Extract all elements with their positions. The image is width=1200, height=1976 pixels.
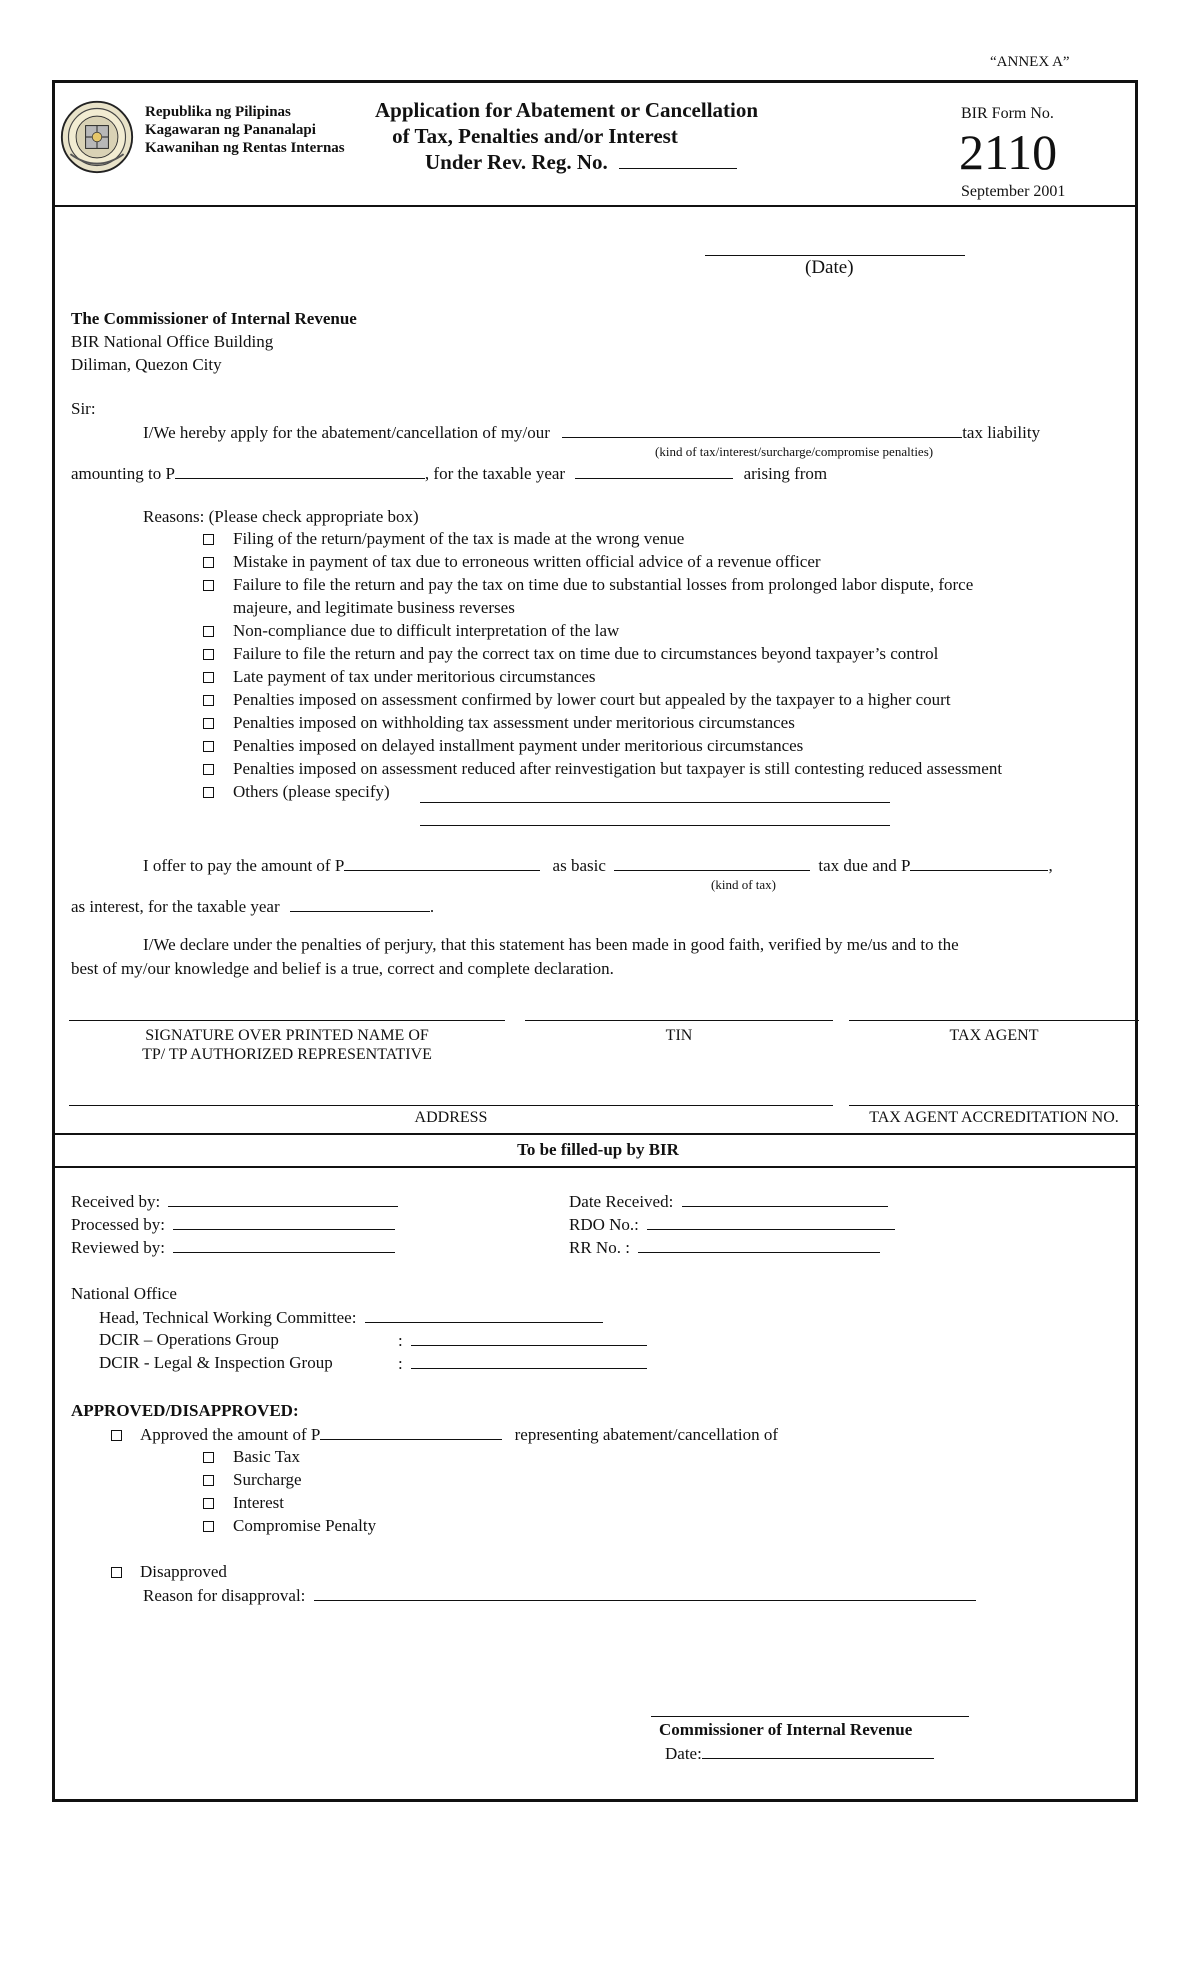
tax-due-label: tax due and P <box>818 856 911 875</box>
reason-checkbox-2[interactable] <box>203 557 214 568</box>
declaration-line-1: I/We declare under the penalties of perjury, that this statement has been made in good faith, verified by me/us and to the <box>143 935 959 954</box>
reason-difficult-interpretation: Non-compliance due to difficult interpretation of the law <box>233 621 619 641</box>
commissioner-date-field[interactable] <box>702 1743 934 1759</box>
form-no-label: BIR Form No. <box>961 105 1054 122</box>
interest-year-field[interactable] <box>290 896 430 912</box>
interest-line: as interest, for the taxable year . <box>71 897 435 916</box>
reason-reinvestigation: Penalties imposed on assessment reduced after reinvestigation but taxpayer is still contesting reduced assessment <box>233 759 1002 779</box>
offer-amount-field[interactable] <box>344 855 540 871</box>
header-divider <box>55 205 1135 207</box>
others-specify-field-2[interactable] <box>420 825 890 826</box>
tin-label: TIN <box>665 1027 693 1044</box>
taxable-year-field[interactable] <box>575 463 733 479</box>
processed-by-row: Processed by: <box>71 1214 395 1235</box>
apply-line <box>143 422 1040 443</box>
approved-disapproved-label: APPROVED/DISAPPROVED: <box>71 1401 299 1420</box>
interest-label: as interest, for the taxable year <box>71 897 280 916</box>
rev-reg-no-field[interactable] <box>619 153 737 169</box>
dcir-ops-field[interactable] <box>411 1330 647 1346</box>
rdo-no-field[interactable] <box>647 1214 895 1230</box>
agency-line-3: Kawanihan ng Rentas Internas <box>145 140 345 156</box>
addressee-city: Diliman, Quezon City <box>71 355 222 374</box>
reason-others: Others (please specify) <box>233 782 390 802</box>
disapproval-reason-field[interactable] <box>314 1585 976 1601</box>
arising-from-label: arising from <box>743 464 828 483</box>
reason-erroneous-advice: Mistake in payment of tax due to erroneous written official advice of a revenue officer <box>233 552 821 572</box>
reason-checkbox-5[interactable] <box>203 649 214 660</box>
address-field[interactable] <box>69 1105 833 1106</box>
amount-line <box>71 463 827 484</box>
dcir-legal-field-row: : <box>398 1353 647 1374</box>
kind-of-tax-hint: (kind of tax/interest/surcharge/compromise penalties) <box>655 444 934 459</box>
address-label: ADDRESS <box>414 1109 488 1126</box>
salutation: Sir: <box>71 399 96 418</box>
date-received-row: Date Received: <box>569 1191 888 1212</box>
declaration-line-2: best of my/our knowledge and belief is a true, correct and complete declaration. <box>71 959 614 978</box>
dcir-legal-row: DCIR - Legal & Inspection Group <box>99 1353 333 1372</box>
as-basic-label: as basic <box>552 856 606 875</box>
amount-field[interactable] <box>175 463 425 479</box>
signature-field[interactable] <box>69 1020 505 1021</box>
rev-reg-label: Under Rev. Reg. No. <box>425 150 608 174</box>
date-received-field[interactable] <box>682 1191 888 1207</box>
kind-of-tax-field[interactable] <box>562 422 962 438</box>
addressee-title: The Commissioner of Internal Revenue <box>71 309 357 328</box>
interest-amount-field[interactable] <box>910 855 1048 871</box>
reviewed-by-field[interactable] <box>173 1237 395 1253</box>
basic-tax-checkbox[interactable] <box>203 1452 214 1463</box>
reason-substantial-losses: Failure to file the return and pay the tax on time due to substantial losses from prolonged labor dispute, force <box>233 575 973 595</box>
reason-checkbox-8[interactable] <box>203 718 214 729</box>
rr-row: RR No. : <box>569 1237 880 1258</box>
accreditation-label: TAX AGENT ACCREDITATION NO. <box>869 1109 1119 1126</box>
approved-row: Approved the amount of P representing abatement/cancellation of <box>111 1424 778 1445</box>
disapproval-reason-row: Reason for disapproval: <box>143 1585 976 1606</box>
tax-agent-label: TAX AGENT <box>949 1027 1039 1044</box>
tin-field[interactable] <box>525 1020 833 1021</box>
addressee-building: BIR National Office Building <box>71 332 274 351</box>
interest-checkbox[interactable] <box>203 1498 214 1509</box>
received-by-field[interactable] <box>168 1191 398 1207</box>
bir-section-top-divider <box>55 1133 1135 1135</box>
offer-text: I offer to pay the amount of P <box>143 856 345 875</box>
reviewed-by-row: Reviewed by: <box>71 1237 395 1258</box>
reason-checkbox-3[interactable] <box>203 580 214 591</box>
taxable-year-label: , for the taxable year <box>424 464 566 483</box>
reason-beyond-control: Failure to file the return and pay the correct tax on time due to circumstances beyond taxpayer’s control <box>233 644 938 664</box>
reason-checkbox-1[interactable] <box>203 534 214 545</box>
rr-no-field[interactable] <box>638 1237 880 1253</box>
date-label: (Date) <box>805 257 854 278</box>
approved-compromise-penalty: Compromise Penalty <box>233 1516 376 1536</box>
tax-agent-field[interactable] <box>849 1020 1139 1021</box>
compromise-penalty-checkbox[interactable] <box>203 1521 214 1532</box>
reason-wrong-venue: Filing of the return/payment of the tax is made at the wrong venue <box>233 529 684 549</box>
disapproved-row: Disapproved <box>111 1562 227 1582</box>
approved-interest: Interest <box>233 1493 284 1513</box>
reason-checkbox-10[interactable] <box>203 764 214 775</box>
reason-withholding: Penalties imposed on withholding tax assessment under meritorious circumstances <box>233 713 795 733</box>
signature-label-1: SIGNATURE OVER PRINTED NAME OF <box>145 1027 429 1044</box>
dcir-ops-row: DCIR – Operations Group <box>99 1330 279 1349</box>
reason-checkbox-6[interactable] <box>203 672 214 683</box>
apply-text: I/We hereby apply for the abatement/cancellation of my/our <box>143 423 550 442</box>
amount-label: amounting to P <box>71 464 175 483</box>
kind-of-tax-offer-hint: (kind of tax) <box>711 877 776 892</box>
form-title-line-3 <box>425 149 737 175</box>
commissioner-label: Commissioner of Internal Revenue <box>659 1720 913 1739</box>
reason-substantial-losses-cont: majeure, and legitimate business reverses <box>233 598 515 617</box>
reason-installment: Penalties imposed on delayed installment payment under meritorious circumstances <box>233 736 803 756</box>
approved-checkbox[interactable] <box>111 1430 122 1441</box>
head-twc-row: Head, Technical Working Committee: <box>99 1307 603 1328</box>
processed-by-field[interactable] <box>173 1214 395 1230</box>
reason-appealed: Penalties imposed on assessment confirmed by lower court but appealed by the taxpayer to a higher court <box>233 690 951 710</box>
kind-of-tax-offer-field[interactable] <box>614 855 810 871</box>
dcir-ops-field-row: : <box>398 1330 647 1351</box>
head-twc-field[interactable] <box>365 1307 603 1323</box>
tax-liability-label: tax liability <box>962 423 1041 442</box>
form-2110 <box>52 80 1138 1802</box>
reason-checkbox-9[interactable] <box>203 741 214 752</box>
signature-label-2: TP/ TP AUTHORIZED REPRESENTATIVE <box>142 1046 432 1063</box>
approved-amount-field[interactable] <box>320 1424 502 1440</box>
disapproved-checkbox[interactable] <box>111 1567 122 1578</box>
date-field[interactable] <box>705 255 965 256</box>
reason-checkbox-4[interactable] <box>203 626 214 637</box>
national-office-label: National Office <box>71 1284 177 1303</box>
form-title-line-2: of Tax, Penalties and/or Interest <box>392 124 678 148</box>
accreditation-field[interactable] <box>849 1105 1139 1106</box>
agency-line-1: Republika ng Pilipinas <box>145 104 291 120</box>
approved-surcharge: Surcharge <box>233 1470 302 1490</box>
form-title-line-1: Application for Abatement or Cancellation <box>375 98 759 122</box>
annex-label: “ANNEX A” <box>990 54 1070 70</box>
dcir-legal-field[interactable] <box>411 1353 647 1369</box>
bir-section-header: To be filled-up by BIR <box>517 1140 679 1159</box>
surcharge-checkbox[interactable] <box>203 1475 214 1486</box>
reasons-label: Reasons: (Please check appropriate box) <box>143 507 419 526</box>
commissioner-signature-field[interactable] <box>651 1716 969 1717</box>
reason-late-payment: Late payment of tax under meritorious circumstances <box>233 667 596 687</box>
commissioner-date-row: Date: <box>665 1743 934 1764</box>
received-by-row: Received by: <box>71 1191 398 1212</box>
reason-checkbox-11[interactable] <box>203 787 214 798</box>
form-revision-date: September 2001 <box>961 183 1066 200</box>
reason-checkbox-7[interactable] <box>203 695 214 706</box>
approved-basic-tax: Basic Tax <box>233 1447 300 1467</box>
bir-section-bottom-divider <box>55 1166 1135 1168</box>
form-number: 2110 <box>959 124 1058 180</box>
rdo-row: RDO No.: <box>569 1214 895 1235</box>
bir-seal-icon <box>59 99 135 175</box>
offer-line: I offer to pay the amount of P as basic tax due and P , <box>143 856 1053 875</box>
agency-line-2: Kagawaran ng Pananalapi <box>145 122 316 138</box>
others-specify-field-1[interactable] <box>420 802 890 803</box>
